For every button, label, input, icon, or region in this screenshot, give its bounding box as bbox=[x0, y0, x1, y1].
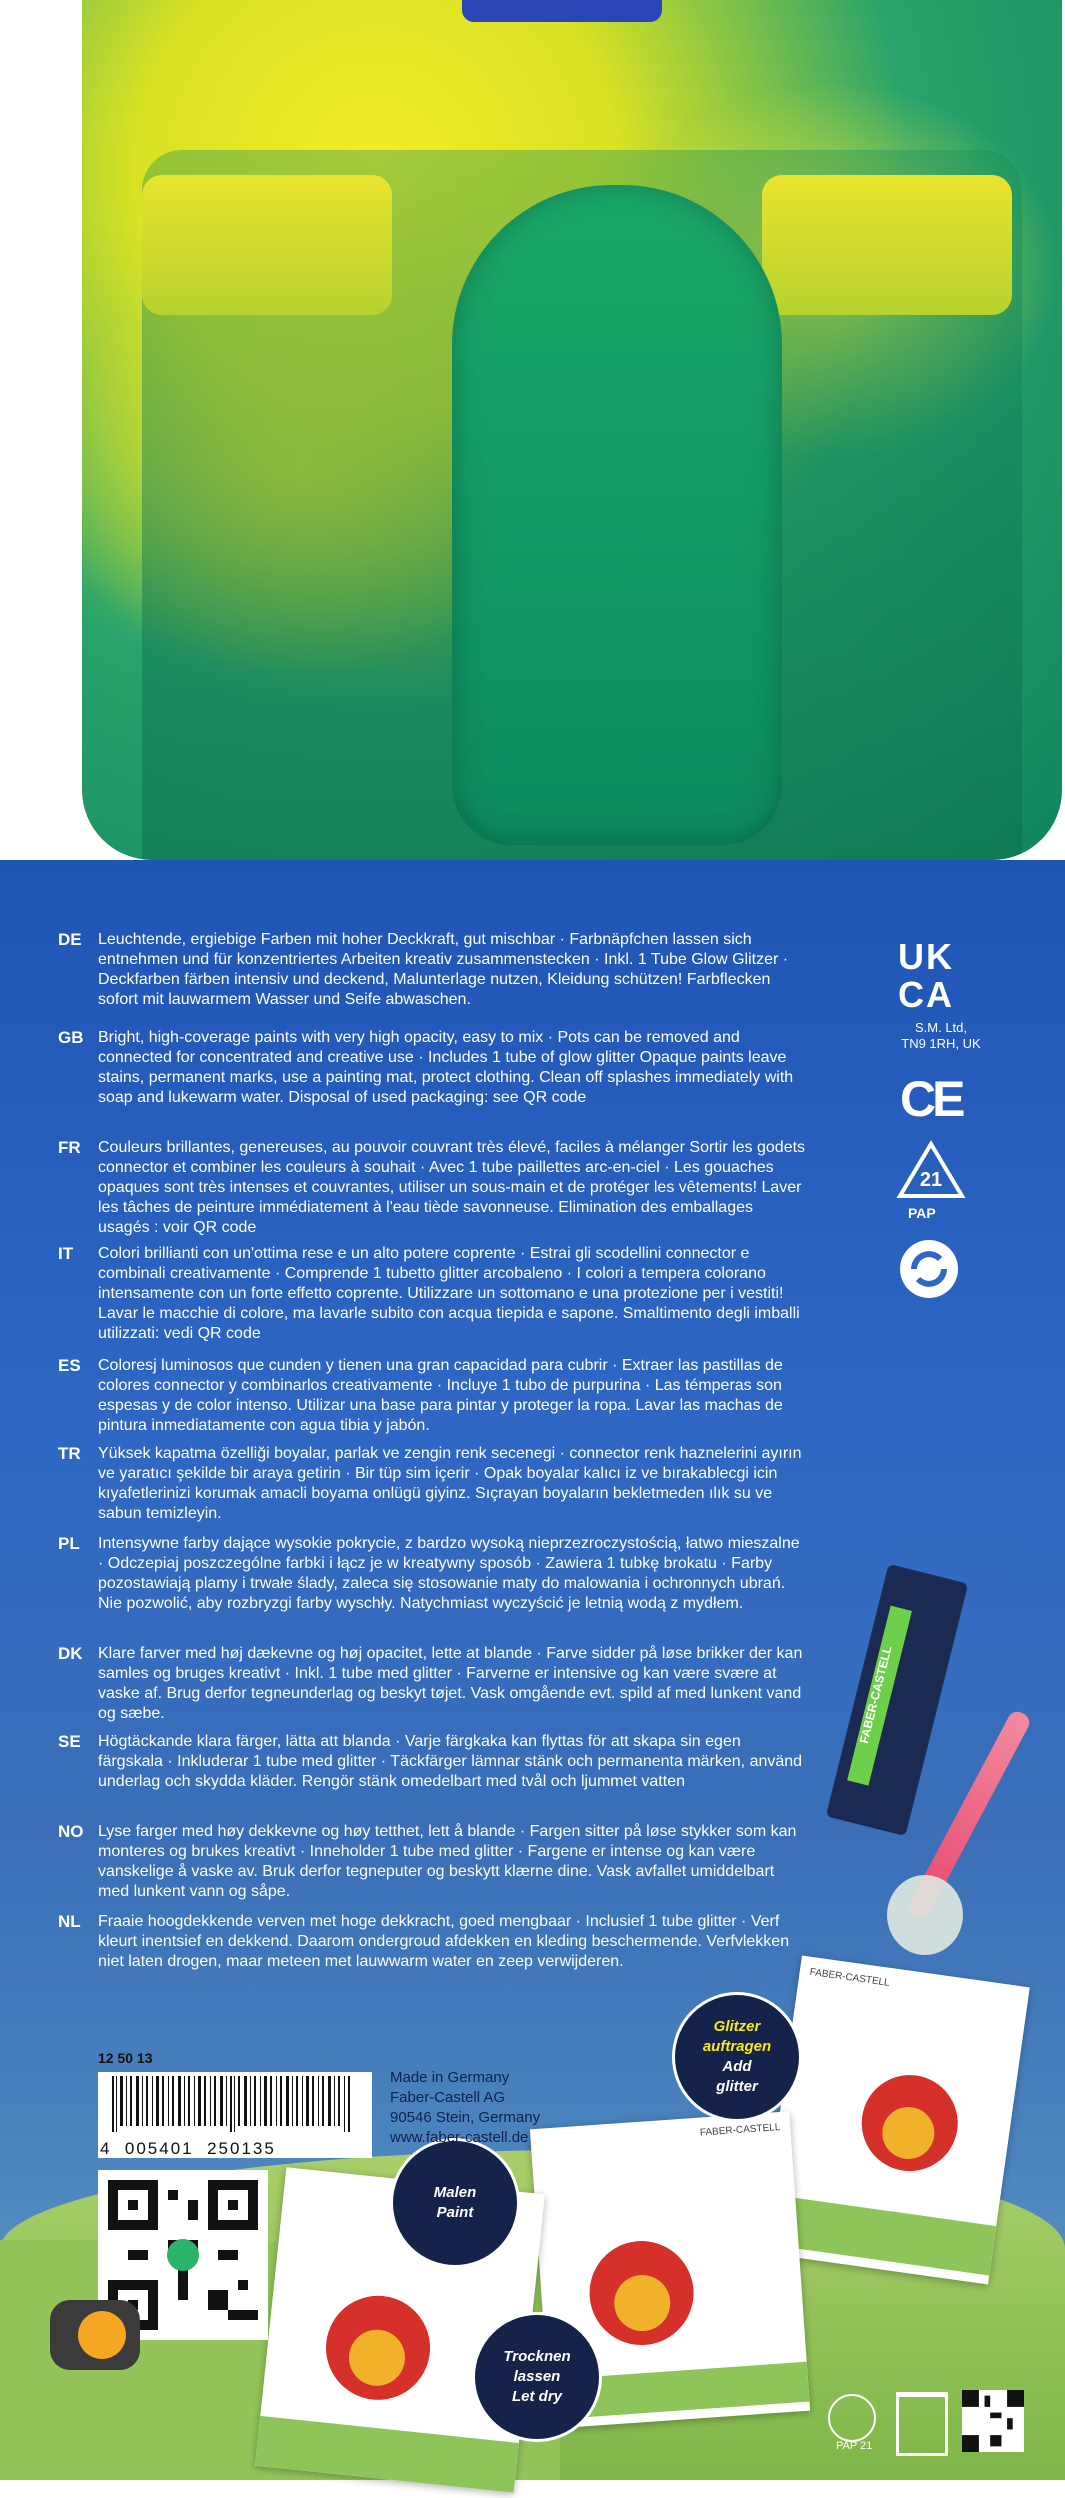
lang-text-fr: Couleurs brillantes, genereuses, au pouvoir couvrant très élevé, faciles à mélanger Sortir les godets connector et combiner les couleurs à souhait · Avec 1 tube paillettes arc-en-ciel · Les gouaches opaques sont très intenses et couvrantes, utiliser un sous-main et de protéger les vêtements! Laver les tâches de peinture immédiatement à l'eau tiède savonneuse. Elimination des emballages usagés : voir QR code bbox=[98, 1139, 806, 1236]
lang-text-es: Coloresj luminosos que cunden y tienen una gran capacidad para cubrir · Extraer las pastillas de colores connector y combinarlos creativamente · Incluye 1 tubo de purpurina · Las témperas son espesas y de color intenso. Utilizar una base para pintar y proteger la ropa. Lavar las machas de pintura inmediatamente con agua tibia y jabón. bbox=[98, 1357, 783, 1434]
lang-code-dk: DK bbox=[58, 1644, 83, 1663]
lang-text-nl: Fraaie hoogdekkende verven met hoge dekkracht, goed mengbaar · Inclusief 1 tube glitter · Verf kleurt inentsief en dekkend. Daarom ondergroud afdekken en kleding beschermende. Verfvlekken niet laten drogen, maar meteen met lauwwarm water en zeep verwijderen. bbox=[98, 1913, 790, 1970]
green-dot-icon bbox=[900, 1240, 958, 1298]
dinosaur-illustration bbox=[761, 1986, 1025, 2275]
lang-code-gb: GB bbox=[58, 1028, 84, 1047]
recycle-label: PAP bbox=[908, 1205, 936, 1221]
lang-code-nl: NL bbox=[58, 1912, 81, 1931]
lang-text-de: Leuchtende, ergiebige Farben mit hoher Deckkraft, gut mischbar · Farbnäpfchen lassen sich entnehmen und für konzentriertes Arbeiten kreativ zusammenstecken · Inkl. 1 Tube Glow Glitzer · Deckfarben färben intensiv und deckend, Malunterlage nutzen, Kleidung schützen! Farbflecken sofort mit lauwarmem Wasser und Seife abwaschen. bbox=[98, 931, 789, 1008]
paint-tray bbox=[82, 0, 1062, 860]
badge-let-dry: Trocknen lassen Let dry bbox=[472, 2312, 602, 2442]
lang-code-fr: FR bbox=[58, 1138, 81, 1157]
lang-code-es: ES bbox=[58, 1356, 81, 1375]
barcode bbox=[98, 2072, 372, 2158]
qr-code-small-pattern bbox=[962, 2390, 1024, 2452]
lang-code-pl: PL bbox=[58, 1534, 80, 1553]
tray-center-paddle bbox=[452, 185, 782, 845]
pap21-recycle-icon bbox=[828, 2394, 876, 2442]
lang-code-it: IT bbox=[58, 1244, 74, 1263]
glitter-splash bbox=[880, 1860, 970, 1960]
badge-add-glitter: Glitzer auftragen Add glitter bbox=[672, 1992, 802, 2122]
ukca-address: S.M. Ltd, TN9 1RH, UK bbox=[901, 1020, 981, 1051]
badge-paint: Malen Paint bbox=[390, 2138, 520, 2268]
barcode-digits: 4 005401 250135 bbox=[100, 2139, 276, 2158]
lang-text-pl: Intensywne farby dające wysokie pokrycie, z bardzo wysoką nieprzezroczystością, łatwo mieszalne · Odczepiaj poszczególne farbki i łącz je w kreatywny sposób · Zawiera 1 tubkę brokatu · Farby pozostawiają plamy i trwałe ślady, zaleca się stosowanie maty do malowania i ochronnych ubrań. Nie pozwolić, aby rozbryzgi farby wyschły. Natychmiast wyczyścić je letnią wodą z mydłem. bbox=[98, 1535, 800, 1612]
tube-brand-label: FABER-CASTELL bbox=[847, 1606, 912, 1786]
lang-text-tr: Yüksek kapatma özelliği boyalar, parlak ve zengin renk secenegi · connector renk haznelerini ayırın ve yaratıcı şekilde bir araya getirin · Bir tüp sim içerir · Opak boyalar kalıcı iz ve bırakablecgi icin kıyafetlerinizi korumak amacli boyama onlügü giyinz. Sıçrayan boyaların bekletmeden ılık su ve sabun temizleyin. bbox=[98, 1445, 802, 1522]
barcode-bars bbox=[98, 2072, 372, 2134]
svg-text:21: 21 bbox=[919, 1169, 943, 1191]
lang-text-se: Högtäckande klara färger, lätta att blanda · Varje färgkaka kan flyttas för att skapa sin egen färgskala · Inkluderar 1 tube med glitter · Täckfärger lämnar stänk och permanenta märken, använd underlag och skydda kläder. Rengör stänk omedelbart med tvål och ljummet vatten bbox=[98, 1733, 803, 1790]
lang-code-se: SE bbox=[58, 1732, 81, 1751]
lang-code-de: DE bbox=[58, 930, 82, 949]
tray-comb-right bbox=[762, 175, 1012, 315]
paint-tray-icon bbox=[40, 2280, 150, 2390]
manufacturer-info: Made in Germany Faber-Castell AG 90546 Stein, Germany www.faber-castell.de bbox=[390, 2069, 541, 2146]
qr-code-small[interactable] bbox=[962, 2390, 1024, 2452]
lang-code-no: NO bbox=[58, 1822, 84, 1841]
tray-tab bbox=[462, 0, 662, 22]
lang-text-it: Colori brillianti con un'ottima rese e un alto potere coprente · Estrai gli scodellini connector e combinali creativamente · Comprende 1 tubetto glitter arcobaleno · I colori a tempera colorano intensamente con un forte effetto coprente. Utilizzare un sottomano e una protezione per i vestiti! Lavar le macchie di colore, ma lavarle subito con acqua tiepida e sapone. Smaltimento degli imballi utilizzati: vedi QR code bbox=[98, 1245, 800, 1342]
lang-text-no: Lyse farger med høy dekkevne og høy tetthet, lett å blande · Fargen sitter på løse stykker som kan monteres og brukes kreativt · Inneholder 1 tube med glitter · Fargene er intense og kan være vanskelige å vaske av. Bruk derfor tegneputer og beskytt klærne dine. Vask avfallet umiddelbart med lunkent vann og såpe. bbox=[98, 1823, 797, 1900]
painted-card-right: FABER-CASTELL bbox=[760, 1955, 1030, 2284]
lang-text-gb: Bright, high-coverage paints with very high opacity, easy to mix · Pots can be removed and connected for concentrated and creative use · Includes 1 tube of glow glitter Opaque paints leave stains, permanent marks, use a painting mat, protect clothing. Clean off splashes immediately with soap and lukewarm water. Disposal of used packaging: see QR code bbox=[98, 1029, 794, 1106]
painted-card-middle: FABER-CASTELL bbox=[530, 2111, 810, 2428]
ce-mark: CE bbox=[900, 1071, 962, 1127]
ukca-mark: UK CA bbox=[898, 936, 954, 1015]
product-code: 12 50 13 bbox=[98, 2050, 153, 2066]
trash-bin-icon bbox=[896, 2392, 948, 2456]
lang-code-tr: TR bbox=[58, 1444, 81, 1463]
lang-text-dk: Klare farver med høj dækevne og høj opacitet, lette at blande · Farve sidder på løse brikker der kan samles og bruges kreativt · Inkl. 1 tube med glitter · Farverne er intensive og kan være svære at vaske af. Brug derfor tegneunderlag og beskyt tøjet. Vask omgående evt. spild af med lunkent vand og sæbe. bbox=[98, 1645, 803, 1722]
recycle-icon bbox=[896, 1140, 966, 1200]
tray-comb-left bbox=[142, 175, 392, 315]
pap21-label: PAP 21 bbox=[836, 2440, 873, 2452]
